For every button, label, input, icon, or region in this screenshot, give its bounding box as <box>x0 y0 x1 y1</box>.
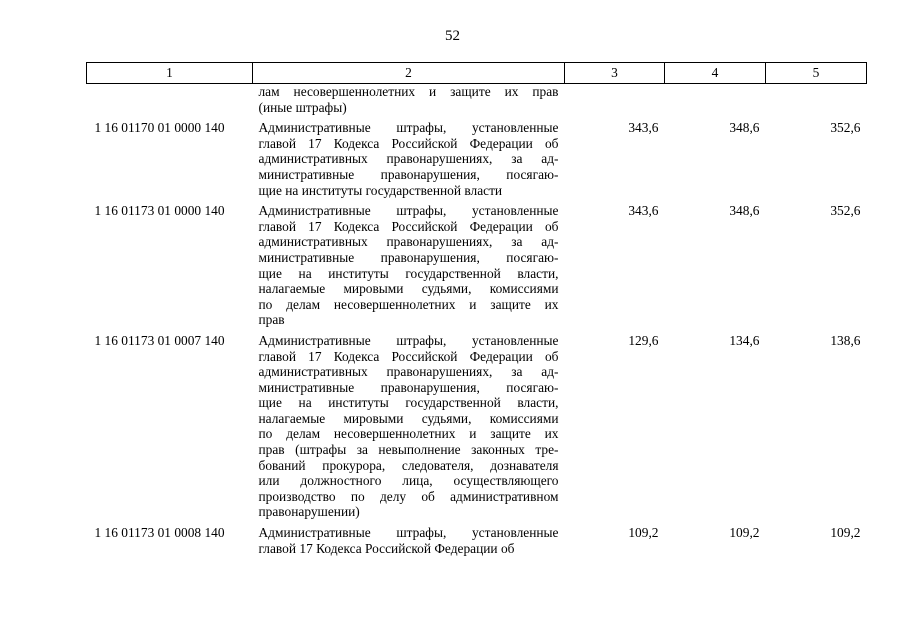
column-header-4: 4 <box>665 63 766 84</box>
continuation-value-col4 <box>665 84 766 116</box>
value-cell-col5: 109,2 <box>830 525 861 541</box>
description-line: щие на институты государственной власти <box>258 182 503 198</box>
description-line: административных правонарушениях, за ад- <box>258 151 559 167</box>
table-row <box>87 203 867 328</box>
description-line: (иные штрафы) <box>258 99 347 115</box>
description-line: Административные штрафы, установленные <box>258 120 559 136</box>
description-line: министративные правонарушения, посягаю- <box>258 379 559 395</box>
value-cell-col5: 352,6 <box>830 120 861 136</box>
value-cell-col3: 129,6 <box>628 332 659 348</box>
continuation-description-cell <box>253 84 565 116</box>
column-header-2: 2 <box>253 63 565 84</box>
description-line: министративные правонарушения, посягаю- <box>258 249 559 265</box>
description-line: главой 17 Кодекса Российской Федерации об <box>258 218 559 234</box>
page-number: 52 <box>445 28 460 44</box>
table-row <box>87 333 867 520</box>
table-row <box>87 525 867 556</box>
description-line: Административные штрафы, установленные <box>258 525 559 541</box>
column-header-3: 3 <box>565 63 665 84</box>
description-line: щие на институты государственной власти, <box>258 395 559 411</box>
description-line: по делам несовершеннолетних и защите их <box>258 296 559 312</box>
column-header-1: 1 <box>87 63 253 84</box>
continuation-row <box>87 84 867 116</box>
description-line: министративные правонарушения, посягаю- <box>258 166 559 182</box>
description-line: главой 17 Кодекса Российской Федерации об <box>258 540 515 556</box>
description-line: административных правонарушениях, за ад- <box>258 364 559 380</box>
continuation-code-cell <box>87 84 253 116</box>
description-line: административных правонарушениях, за ад- <box>258 234 559 250</box>
value-cell-col3: 343,6 <box>628 120 659 136</box>
continuation-value-col3 <box>565 84 665 116</box>
description-line: прав (штрафы за невыполнение законных тре- <box>258 442 559 458</box>
description-cell <box>253 203 565 328</box>
value-cell-col4: 134,6 <box>729 332 760 348</box>
description-line: производство по делу об административном <box>258 488 559 504</box>
table-header-row <box>87 63 867 84</box>
budget-code-cell: 1 16 01173 01 0007 140 <box>94 332 225 348</box>
description-line: Административные штрафы, установленные <box>258 203 559 219</box>
value-cell-col3: 343,6 <box>628 203 659 219</box>
description-line: правонарушении) <box>258 504 360 520</box>
budget-code-cell: 1 16 01173 01 0000 140 <box>94 203 225 219</box>
budget-table <box>86 62 867 556</box>
value-cell-col5: 138,6 <box>830 332 861 348</box>
budget-code-cell: 1 16 01173 01 0008 140 <box>94 525 225 541</box>
description-line: или должностного лица, осуществляющего <box>258 473 559 489</box>
value-cell-col3: 109,2 <box>628 525 659 541</box>
description-line: лам несовершеннолетних и защите их прав <box>258 84 559 99</box>
continuation-value-col5 <box>766 84 867 116</box>
description-line: щие на институты государственной власти, <box>258 265 559 281</box>
description-line: Административные штрафы, установленные <box>258 332 559 348</box>
description-line: налагаемые мировыми судьями, комиссиями <box>258 410 559 426</box>
value-cell-col4: 348,6 <box>729 203 760 219</box>
table-row <box>87 120 867 198</box>
description-line: налагаемые мировыми судьями, комиссиями <box>258 281 559 297</box>
value-cell-col5: 352,6 <box>830 203 861 219</box>
value-cell-col4: 348,6 <box>729 120 760 136</box>
budget-code-cell: 1 16 01170 01 0000 140 <box>94 120 225 136</box>
description-line: по делам несовершеннолетних и защите их <box>258 426 559 442</box>
value-cell-col4: 109,2 <box>729 525 760 541</box>
description-cell <box>253 525 565 556</box>
description-line: прав <box>258 312 285 328</box>
table-body <box>87 84 867 557</box>
description-line: бований прокурора, следователя, дознавателя <box>258 457 559 473</box>
description-line: главой 17 Кодекса Российской Федерации об <box>258 348 559 364</box>
description-cell <box>253 333 565 520</box>
description-line: главой 17 Кодекса Российской Федерации об <box>258 135 559 151</box>
column-header-5: 5 <box>766 63 867 84</box>
description-cell <box>253 120 565 198</box>
